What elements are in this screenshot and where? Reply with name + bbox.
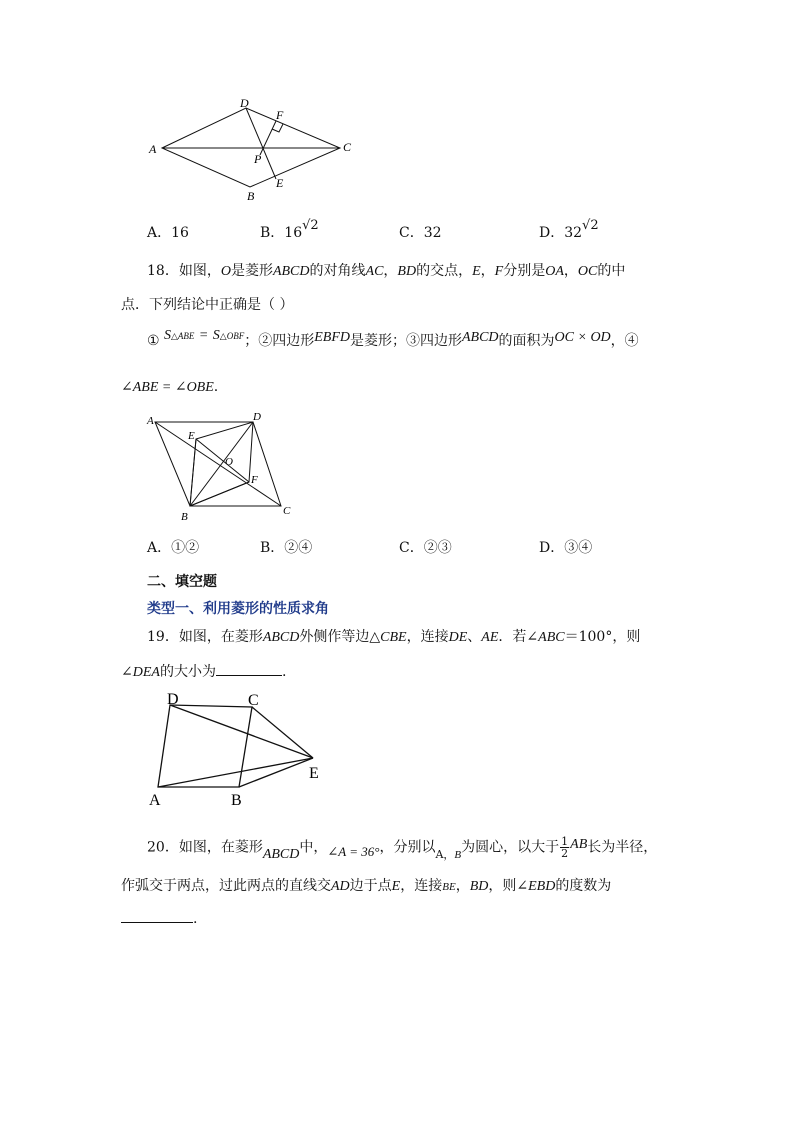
q20-text: 中， <box>299 839 328 856</box>
q18-math-e: E <box>472 264 481 279</box>
q19-text: 的大小为 <box>159 664 216 680</box>
q17-option-b-root: √2 <box>302 218 319 233</box>
label-b: B <box>181 511 188 523</box>
q18-text: ， <box>383 263 398 279</box>
q20-frac-den: 2 <box>561 847 569 860</box>
q20-frac-num: 1 <box>561 835 569 848</box>
q18-s: S <box>164 328 172 343</box>
q18-text: 的面积为 <box>498 333 555 349</box>
q20-math-ab: AB <box>570 836 588 852</box>
label-e: E <box>188 430 195 442</box>
segment-ef <box>196 439 249 482</box>
diagonal-ac <box>155 422 281 506</box>
q20-period: . <box>193 911 198 927</box>
label-d: D <box>253 411 261 423</box>
q18-option-b: B．②④ <box>260 540 313 556</box>
q18-period: . <box>213 379 219 395</box>
q18-area-abe <box>164 328 194 343</box>
figure-q18-rhombus <box>143 410 303 525</box>
q19-math-abc: ABC <box>538 630 565 645</box>
q18-math-abcd: ABCD <box>461 330 499 345</box>
q18-math-ocxod: OC × OD <box>554 330 611 345</box>
q17-option-d-root: √2 <box>582 218 599 233</box>
figure-q17-rhombus <box>140 95 370 210</box>
q19-line2 <box>121 661 286 682</box>
q18-s: S <box>212 328 220 343</box>
q20-line1 <box>147 835 658 862</box>
q19-math-ae: AE <box>481 630 499 645</box>
q20-text: ，则 <box>488 878 517 894</box>
q18-option-c: C．②③ <box>399 540 452 556</box>
q18-area-obf <box>213 328 244 343</box>
q18-math-f: F <box>494 264 504 279</box>
q17-option-b <box>260 218 319 243</box>
q18-statements <box>147 328 639 351</box>
label-b: B <box>231 792 242 809</box>
q19-answer-blank[interactable] <box>216 661 282 676</box>
q20-math-ebd: ∠EBD <box>516 879 556 894</box>
q20-line2 <box>121 877 611 896</box>
q19-text: ＝100°，则 <box>564 629 641 645</box>
q20-text: ， <box>455 878 470 894</box>
label-d: D <box>167 691 179 708</box>
q18-math-bd: BD <box>397 264 417 279</box>
q17-option-d <box>539 218 599 243</box>
q18-text: 的中 <box>597 263 626 279</box>
label-c: C <box>283 505 291 517</box>
q19-math-cbe: CBE <box>380 630 407 645</box>
q20-math-abcd: ABCD <box>262 846 300 862</box>
q18-sub: △ABE <box>171 331 195 341</box>
label-c: C <box>343 140 352 154</box>
q19-text: ，连接 <box>406 629 449 645</box>
section-heading: 二、填空题 <box>147 574 217 590</box>
q18-text: 分别是 <box>503 263 546 279</box>
q19-line1 <box>147 628 640 647</box>
q18-text: 18．如图， <box>147 263 221 279</box>
q20-math-e: E <box>391 879 401 894</box>
q20-math-a: A <box>435 847 444 861</box>
label-a: A <box>149 142 157 156</box>
q20-text: ， <box>443 847 455 861</box>
q19-math-de: DE <box>448 630 468 645</box>
q20-text: 作弧交于两点，过此两点的直线交 <box>121 878 331 894</box>
q20-text: 的度数为 <box>555 878 612 894</box>
q18-line1 <box>147 262 625 281</box>
q18-math-oa: OA <box>545 264 564 279</box>
q17-option-a: A．16 <box>147 225 189 241</box>
segment-be <box>190 439 196 506</box>
segment-de <box>170 705 313 758</box>
q20-text: 20．如图，在菱形 <box>147 839 263 856</box>
segment-be <box>239 758 313 787</box>
q18-math-angle: ∠ABE = ∠OBE <box>121 380 214 395</box>
q20-text: 边于点 <box>349 878 392 894</box>
q20-math-angle-a: ∠A = 36° <box>327 843 380 859</box>
q19-text: 外侧作等边△ <box>299 629 381 645</box>
q18-math-ebfd: EBFD <box>314 330 350 345</box>
q20-text: ，分别以 <box>379 839 436 856</box>
q18-statement-4 <box>121 378 218 397</box>
q20-answer-blank[interactable] <box>121 908 193 923</box>
q18-option-d: D．③④ <box>539 540 593 556</box>
q18-text: 是菱形；③四边形 <box>349 333 462 349</box>
q19-text: ．若∠ <box>498 629 539 645</box>
q18-text: 的对角线 <box>309 263 366 279</box>
type-heading: 类型一、利用菱形的性质求角 <box>147 601 329 617</box>
q20-fraction <box>560 836 569 859</box>
label-e: E <box>276 176 284 190</box>
q18-text: 的交点， <box>416 263 473 279</box>
q18-math-ac: AC <box>365 264 384 279</box>
figure-q19 <box>145 688 345 813</box>
q20-math-b: B <box>454 848 462 861</box>
q20-text: 长为半径， <box>587 839 658 856</box>
q18-math-o: O <box>220 264 231 279</box>
q18-circle-1: ① <box>147 333 160 349</box>
label-f: F <box>251 474 258 486</box>
q20-math-be: BE <box>442 881 456 893</box>
q18-text: ， <box>480 263 495 279</box>
label-e: E <box>309 765 319 782</box>
q19-text: 19．如图，在菱形 <box>147 629 263 645</box>
q19-text: 、 <box>467 629 482 645</box>
q20-math-bd: BD <box>469 879 489 894</box>
label-b: B <box>247 189 255 203</box>
segment-ce <box>252 707 313 758</box>
segment-ae <box>158 758 313 787</box>
q18-text: ；②四边形 <box>244 333 315 349</box>
q19-period: . <box>281 664 287 680</box>
label-d: D <box>240 96 249 110</box>
q17-option-c: C．32 <box>399 225 442 241</box>
q18-option-a: A．①② <box>147 540 200 556</box>
q20-text: ，连接 <box>400 878 443 894</box>
q18-eq: = <box>198 328 209 343</box>
q17-option-b-text: B．16 <box>260 225 303 241</box>
label-a: A <box>149 792 161 809</box>
label-c: C <box>248 692 259 709</box>
q19-math-dea: DEA <box>132 665 160 680</box>
q18-text: 是菱形 <box>230 263 273 279</box>
q20-math-ad: AD <box>331 879 350 894</box>
q18-math-abcd: ABCD <box>272 264 310 279</box>
q18-math-oc: OC <box>577 264 598 279</box>
q17-option-d-text: D．32 <box>539 225 583 241</box>
label-o: O <box>225 456 233 468</box>
segment-pf <box>260 121 276 155</box>
label-p: P <box>254 152 262 166</box>
q20-line3 <box>121 908 197 928</box>
label-f: F <box>276 108 284 122</box>
q18-text: ，④ <box>610 333 639 349</box>
label-a: A <box>147 415 154 427</box>
q20-text: 为圆心，以大于 <box>461 839 560 856</box>
q18-line2: 点．下列结论中正确是（ ） <box>121 297 294 313</box>
q18-text: ， <box>563 263 578 279</box>
q19-math-abcd: ABCD <box>262 630 300 645</box>
q19-angle-symbol: ∠ <box>121 664 133 680</box>
q18-sub: △OBF <box>219 331 245 341</box>
